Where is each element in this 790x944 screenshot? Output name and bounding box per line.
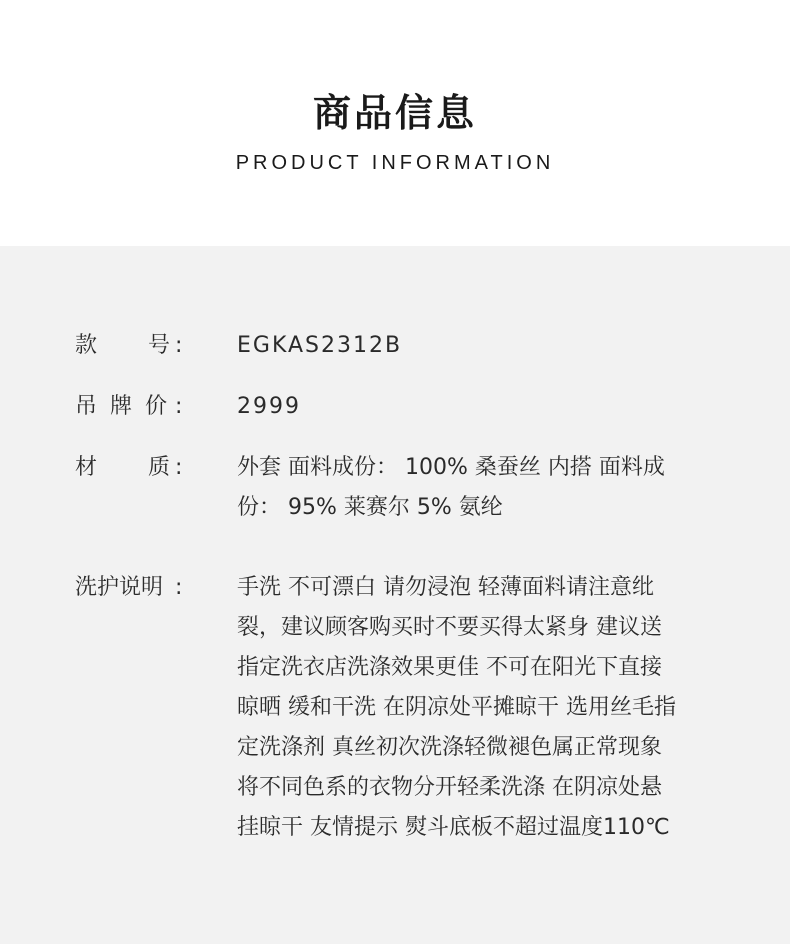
material-line: 外套 面料成份： 100% 桑蚕丝 内搭 面料成	[237, 455, 665, 480]
tag-price-label	[75, 387, 205, 427]
care-line: 手洗 不可漂白 请勿浸泡 轻薄面料请注意纰	[237, 575, 654, 600]
care-line: 裂，建议顾客购买时不要买得太紧身 建议送	[237, 615, 662, 640]
material-value	[237, 448, 742, 528]
page-subtitle: PRODUCT INFORMATION	[235, 152, 555, 174]
care-instructions-colon: :	[175, 575, 183, 600]
care-instructions-label	[75, 568, 205, 608]
tag-price-label-text: 吊 牌 价	[75, 394, 170, 419]
style-number-colon: :	[175, 333, 183, 358]
tag-price-colon: :	[175, 394, 183, 419]
care-line: 将不同色系的衣物分开轻柔洗涤 在阴凉处悬	[237, 775, 662, 800]
style-number-label-char-2: 号	[148, 333, 171, 358]
material-colon: :	[175, 455, 183, 480]
care-instructions-value	[237, 568, 742, 848]
header-section	[0, 0, 790, 246]
material-line: 份： 95% 莱赛尔 5% 氨纶	[237, 495, 503, 520]
care-instructions-label-text: 洗护说明	[75, 575, 164, 600]
material-label-char-1: 材	[75, 455, 98, 480]
care-line: 挂晾干 友情提示 熨斗底板不超过温度110℃	[237, 815, 670, 840]
style-number-value: EGKAS2312B	[237, 333, 403, 358]
style-number-label-char-1: 款	[75, 333, 98, 358]
product-info-panel	[0, 246, 790, 944]
style-number-label	[75, 326, 205, 366]
care-line: 定洗涤剂 真丝初次洗涤轻微褪色属正常现象	[237, 735, 662, 760]
care-line: 指定洗衣店洗涤效果更佳 不可在阳光下直接	[237, 655, 662, 680]
page-title: 商品信息	[312, 91, 477, 135]
tag-price-value: 2999	[237, 394, 301, 419]
care-line: 晾晒 缓和干洗 在阴凉处平摊晾干 选用丝毛指	[237, 695, 676, 720]
material-label-char-2: 质	[148, 455, 171, 480]
material-label	[75, 448, 205, 488]
